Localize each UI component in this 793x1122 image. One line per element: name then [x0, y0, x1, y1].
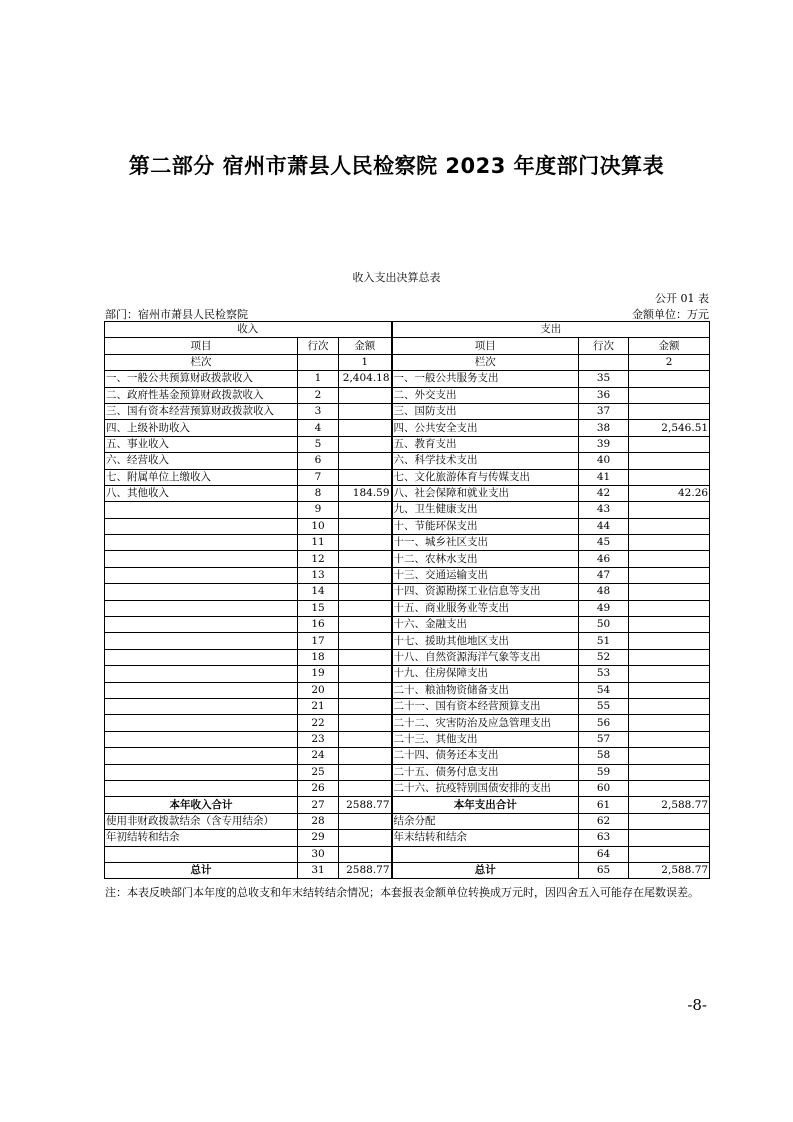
income-item — [105, 567, 298, 583]
expense-item: 十六、金融支出 — [392, 617, 579, 633]
income-line: 16 — [298, 617, 339, 633]
expense-item: 十七、援助其他地区支出 — [392, 633, 579, 649]
expense-item: 二十五、债务付息支出 — [392, 764, 579, 780]
income-amount — [339, 780, 392, 796]
income-amount — [339, 600, 392, 616]
income-amount: 2588.77 — [339, 797, 392, 813]
table-row — [105, 649, 710, 665]
income-line: 5 — [298, 436, 339, 452]
table-row — [105, 485, 710, 501]
table-row — [105, 371, 710, 387]
expense-line: 52 — [579, 649, 629, 665]
income-line: 9 — [298, 502, 339, 518]
income-line: 1 — [298, 371, 339, 387]
income-item: 使用非财政拨款结余（含专用结余） — [105, 813, 298, 829]
expense-amount — [629, 764, 710, 780]
income-item: 二、政府性基金预算财政拨款收入 — [105, 387, 298, 403]
expense-line: 58 — [579, 748, 629, 764]
income-line-header: 行次 — [298, 338, 339, 354]
expense-amount — [629, 387, 710, 403]
expense-amount: 2,588.77 — [629, 797, 710, 813]
expense-line: 35 — [579, 371, 629, 387]
income-amount — [339, 666, 392, 682]
income-line: 2 — [298, 387, 339, 403]
income-amount — [339, 764, 392, 780]
expense-line: 64 — [579, 846, 629, 862]
income-line: 15 — [298, 600, 339, 616]
income-line: 22 — [298, 715, 339, 731]
income-item: 年初结转和结余 — [105, 830, 298, 846]
expense-line: 36 — [579, 387, 629, 403]
expense-item: 十四、资源勘探工业信息等支出 — [392, 584, 579, 600]
table-row — [105, 633, 710, 649]
table-row — [105, 453, 710, 469]
income-item — [105, 748, 298, 764]
expense-amount: 2,546.51 — [629, 420, 710, 436]
expense-column-number: 2 — [629, 354, 710, 370]
income-amount — [339, 731, 392, 747]
expense-item: 七、文化旅游体育与传媒支出 — [392, 469, 579, 485]
income-item: 六、经营收入 — [105, 453, 298, 469]
expense-line: 53 — [579, 666, 629, 682]
table-row — [105, 731, 710, 747]
income-amount — [339, 813, 392, 829]
expense-item: 二十六、抗疫特别国债安排的支出 — [392, 780, 579, 796]
expense-item: 十一、城乡社区支出 — [392, 535, 579, 551]
income-line: 25 — [298, 764, 339, 780]
expense-item: 四、公共安全支出 — [392, 420, 579, 436]
expense-amount — [629, 731, 710, 747]
expense-item: 五、教育支出 — [392, 436, 579, 452]
expense-line: 37 — [579, 403, 629, 419]
table-row — [105, 682, 710, 698]
income-amount — [339, 403, 392, 419]
expense-item: 八、社会保障和就业支出 — [392, 485, 579, 501]
expense-amount — [629, 698, 710, 714]
expense-line: 54 — [579, 682, 629, 698]
expense-amount — [629, 846, 710, 862]
income-item — [105, 666, 298, 682]
expense-amount — [629, 403, 710, 419]
income-line: 14 — [298, 584, 339, 600]
expense-amount — [629, 371, 710, 387]
income-amount — [339, 584, 392, 600]
expense-amount — [629, 453, 710, 469]
income-line: 3 — [298, 403, 339, 419]
income-item: 三、国有资本经营预算财政拨款收入 — [105, 403, 298, 419]
income-amount: 2588.77 — [339, 862, 392, 878]
income-amount: 2,404.18 — [339, 371, 392, 387]
income-item — [105, 633, 298, 649]
expense-item: 二十一、国有资本经营预算支出 — [392, 698, 579, 714]
income-item — [105, 764, 298, 780]
income-line: 20 — [298, 682, 339, 698]
expense-line: 38 — [579, 420, 629, 436]
income-amount — [339, 420, 392, 436]
expense-line: 56 — [579, 715, 629, 731]
expense-item: 二十、粮油物资储备支出 — [392, 682, 579, 698]
expense-amount — [629, 567, 710, 583]
income-amount — [339, 682, 392, 698]
expense-line: 45 — [579, 535, 629, 551]
expense-line: 65 — [579, 862, 629, 878]
income-line: 29 — [298, 830, 339, 846]
expense-line: 44 — [579, 518, 629, 534]
income-item: 一、一般公共预算财政拨款收入 — [105, 371, 298, 387]
expense-line: 40 — [579, 453, 629, 469]
footnote: 注：本表反映部门本年度的总收支和年末结转结余情况；本套报表金额单位转换成万元时，因四舍五入可能存在尾数误差。 — [105, 886, 699, 899]
income-item — [105, 649, 298, 665]
expense-line: 55 — [579, 698, 629, 714]
income-line: 21 — [298, 698, 339, 714]
expense-item: 十八、自然资源海洋气象等支出 — [392, 649, 579, 665]
expense-amount — [629, 715, 710, 731]
table-row — [105, 715, 710, 731]
income-item — [105, 698, 298, 714]
expense-item: 一、一般公共服务支出 — [392, 371, 579, 387]
expense-amount — [629, 502, 710, 518]
income-amount — [339, 436, 392, 452]
expense-amount: 42.26 — [629, 485, 710, 501]
income-line: 17 — [298, 633, 339, 649]
income-item: 总计 — [105, 862, 298, 878]
expense-line: 59 — [579, 764, 629, 780]
income-item — [105, 502, 298, 518]
department-label: 部门：宿州市萧县人民检察院 — [105, 308, 248, 321]
table-row — [105, 469, 710, 485]
expense-line: 49 — [579, 600, 629, 616]
expense-amount — [629, 436, 710, 452]
table-row — [105, 535, 710, 551]
table-row — [105, 567, 710, 583]
table-row — [105, 600, 710, 616]
income-item: 四、上级补助收入 — [105, 420, 298, 436]
expense-amount — [629, 649, 710, 665]
income-amount — [339, 387, 392, 403]
table-row — [105, 420, 710, 436]
income-line: 30 — [298, 846, 339, 862]
expense-item: 十三、交通运输支出 — [392, 567, 579, 583]
expense-amount — [629, 469, 710, 485]
year-total-row — [105, 797, 710, 813]
expense-amount — [629, 682, 710, 698]
income-amount — [339, 551, 392, 567]
expense-item: 二十二、灾害防治及应急管理支出 — [392, 715, 579, 731]
income-item — [105, 617, 298, 633]
expense-line: 41 — [579, 469, 629, 485]
income-item — [105, 518, 298, 534]
expense-column-label: 栏次 — [392, 354, 579, 370]
income-item — [105, 780, 298, 796]
table-subtitle: 收入支出决算总表 — [352, 271, 441, 284]
income-amount — [339, 830, 392, 846]
expense-item: 总计 — [392, 862, 579, 878]
header-row-sections — [105, 322, 710, 338]
income-item-header: 项目 — [105, 338, 298, 354]
income-line: 12 — [298, 551, 339, 567]
table-row — [105, 698, 710, 714]
expense-amount — [629, 780, 710, 796]
expense-amount — [629, 830, 710, 846]
expense-amount-header: 金额 — [629, 338, 710, 354]
expense-line: 42 — [579, 485, 629, 501]
expense-item: 六、科学技术支出 — [392, 453, 579, 469]
expense-item: 十五、商业服务业等支出 — [392, 600, 579, 616]
income-item: 七、附属单位上缴收入 — [105, 469, 298, 485]
income-line: 27 — [298, 797, 339, 813]
income-item — [105, 682, 298, 698]
expense-amount — [629, 617, 710, 633]
table-row — [105, 551, 710, 567]
income-amount — [339, 453, 392, 469]
income-line: 24 — [298, 748, 339, 764]
income-expense-table — [104, 321, 710, 879]
expense-line: 48 — [579, 584, 629, 600]
expense-amount — [629, 584, 710, 600]
expense-line: 62 — [579, 813, 629, 829]
expense-amount — [629, 600, 710, 616]
expense-line-header: 行次 — [579, 338, 629, 354]
income-item — [105, 731, 298, 747]
expense-item: 二十三、其他支出 — [392, 731, 579, 747]
expense-item: 结余分配 — [392, 813, 579, 829]
table-row — [105, 846, 710, 862]
income-item — [105, 715, 298, 731]
grand-total-row — [105, 862, 710, 878]
table-row — [105, 403, 710, 419]
expense-header: 支出 — [392, 322, 710, 338]
expense-item — [392, 846, 579, 862]
expense-amount — [629, 813, 710, 829]
income-amount — [339, 617, 392, 633]
income-line: 11 — [298, 535, 339, 551]
income-amount — [339, 502, 392, 518]
table-row — [105, 387, 710, 403]
income-line: 23 — [298, 731, 339, 747]
page-number: -8- — [687, 996, 707, 1014]
table-row — [105, 584, 710, 600]
income-line: 13 — [298, 567, 339, 583]
expense-item: 九、卫生健康支出 — [392, 502, 579, 518]
income-line: 10 — [298, 518, 339, 534]
table-row — [105, 813, 710, 829]
expense-line: 61 — [579, 797, 629, 813]
table-row — [105, 666, 710, 682]
table-row — [105, 502, 710, 518]
expense-line: 43 — [579, 502, 629, 518]
income-amount — [339, 698, 392, 714]
income-column-number: 1 — [339, 354, 392, 370]
amount-unit-label: 金额单位：万元 — [632, 308, 709, 321]
income-amount — [339, 748, 392, 764]
income-column-label: 栏次 — [105, 354, 298, 370]
income-item — [105, 551, 298, 567]
page-title: 第二部分 宿州市萧县人民检察院 2023 年度部门决算表 — [128, 154, 665, 178]
table-row — [105, 830, 710, 846]
income-amount: 184.59 — [339, 485, 392, 501]
expense-amount — [629, 551, 710, 567]
income-amount — [339, 633, 392, 649]
income-item — [105, 535, 298, 551]
expense-line: 39 — [579, 436, 629, 452]
income-item — [105, 584, 298, 600]
income-line: 18 — [298, 649, 339, 665]
expense-item: 二、外交支出 — [392, 387, 579, 403]
income-amount — [339, 649, 392, 665]
income-line: 6 — [298, 453, 339, 469]
expense-item: 十、节能环保支出 — [392, 518, 579, 534]
income-line: 4 — [298, 420, 339, 436]
income-amount — [339, 567, 392, 583]
table-row — [105, 748, 710, 764]
expense-item: 年末结转和结余 — [392, 830, 579, 846]
form-number: 公开 01 表 — [655, 292, 709, 305]
expense-line: 50 — [579, 617, 629, 633]
expense-item: 二十四、债务还本支出 — [392, 748, 579, 764]
income-amount-header: 金额 — [339, 338, 392, 354]
table-row — [105, 518, 710, 534]
income-item: 五、事业收入 — [105, 436, 298, 452]
income-amount — [339, 469, 392, 485]
income-item: 八、其他收入 — [105, 485, 298, 501]
expense-line: 63 — [579, 830, 629, 846]
table-row — [105, 764, 710, 780]
expense-item: 十九、住房保障支出 — [392, 666, 579, 682]
income-line-blank — [298, 354, 339, 370]
income-item: 本年收入合计 — [105, 797, 298, 813]
income-amount — [339, 535, 392, 551]
income-item — [105, 846, 298, 862]
expense-amount: 2,588.77 — [629, 862, 710, 878]
header-row-columns — [105, 338, 710, 354]
table-row — [105, 780, 710, 796]
expense-amount — [629, 518, 710, 534]
expense-amount — [629, 633, 710, 649]
table-row — [105, 617, 710, 633]
income-item — [105, 600, 298, 616]
expense-item: 三、国防支出 — [392, 403, 579, 419]
income-line: 8 — [298, 485, 339, 501]
expense-amount — [629, 748, 710, 764]
income-amount — [339, 846, 392, 862]
expense-line: 57 — [579, 731, 629, 747]
income-header: 收入 — [105, 322, 392, 338]
expense-line: 60 — [579, 780, 629, 796]
expense-item: 本年支出合计 — [392, 797, 579, 813]
expense-amount — [629, 535, 710, 551]
expense-item-header: 项目 — [392, 338, 579, 354]
expense-line: 47 — [579, 567, 629, 583]
income-amount — [339, 518, 392, 534]
income-line: 31 — [298, 862, 339, 878]
income-amount — [339, 715, 392, 731]
income-line: 26 — [298, 780, 339, 796]
expense-line: 51 — [579, 633, 629, 649]
table-row — [105, 436, 710, 452]
expense-amount — [629, 666, 710, 682]
expense-line-blank — [579, 354, 629, 370]
header-row-column-numbers — [105, 354, 710, 370]
expense-line: 46 — [579, 551, 629, 567]
expense-item: 十二、农林水支出 — [392, 551, 579, 567]
income-line: 28 — [298, 813, 339, 829]
income-line: 7 — [298, 469, 339, 485]
income-line: 19 — [298, 666, 339, 682]
